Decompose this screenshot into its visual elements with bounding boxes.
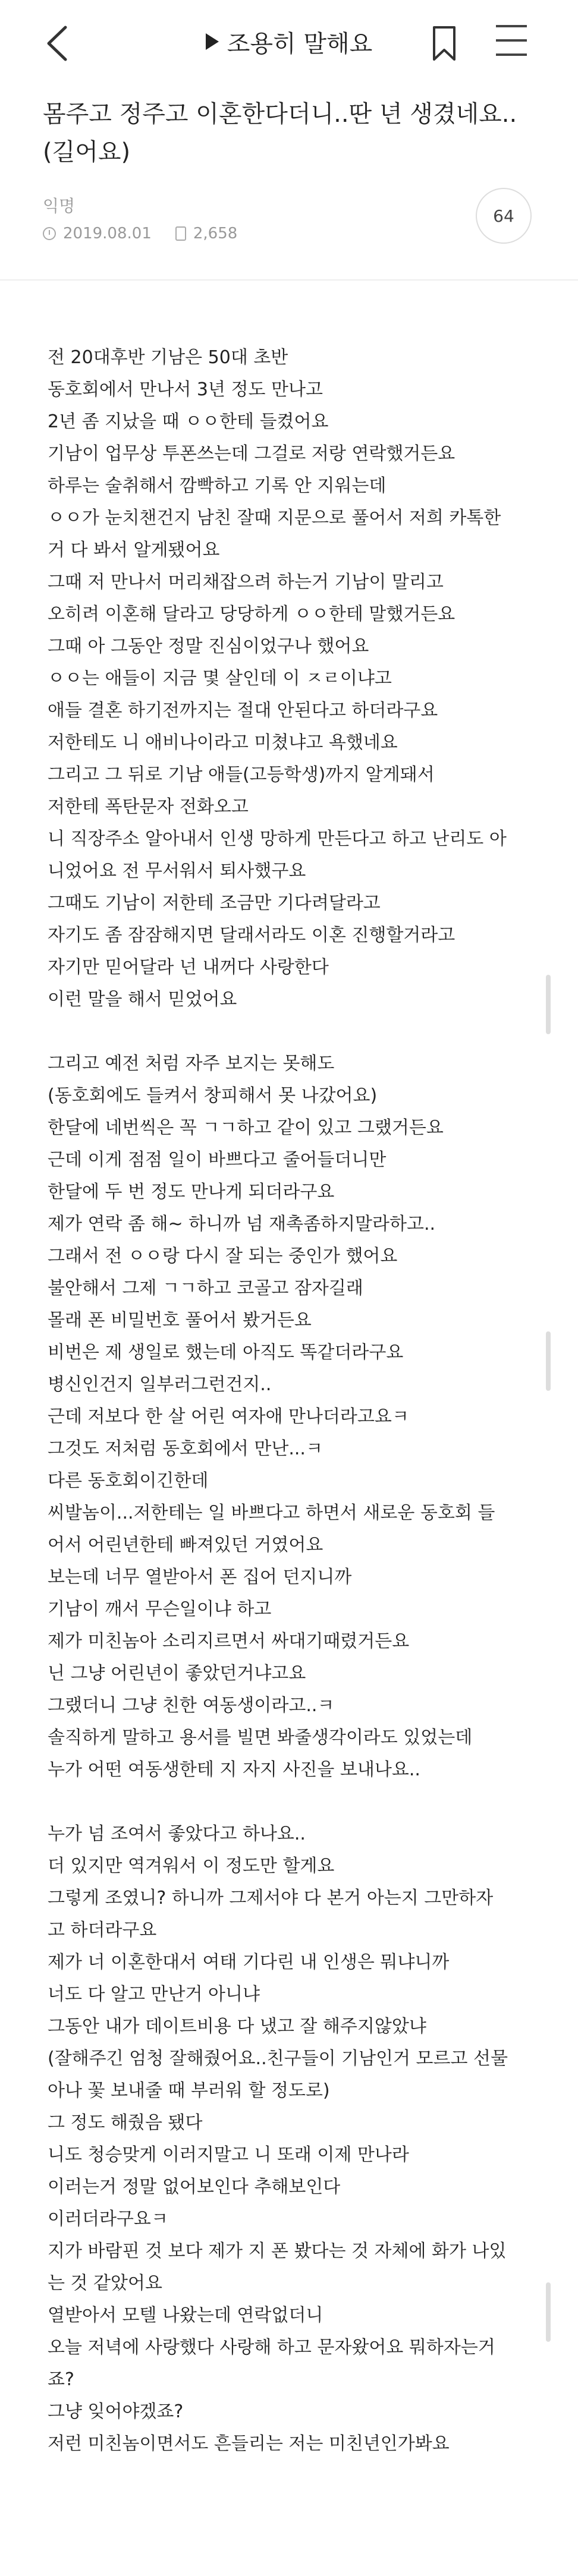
body-line: 그렇게 조였니? 하니까 그제서야 다 본거 아는지 그만하자 <box>48 1888 494 1909</box>
body-line: 기남이 깨서 무슨일이냐 하고 <box>48 1599 272 1620</box>
body-line: 씨발놈이...저한테는 일 바쁘다고 하면서 새로운 동호회 들 <box>48 1503 495 1523</box>
post-views: 2,658 <box>193 225 238 243</box>
body-line: 한달에 두 번 정도 만나게 되더라구요 <box>48 1182 335 1202</box>
body-line: 애들 결혼 하기전까지는 절대 안된다고 하더라구요 <box>48 700 438 721</box>
body-line: 어서 어린년한테 빠져있던 거였어요 <box>48 1535 323 1555</box>
body-line: 자기만 믿어달라 넌 내꺼다 사랑한다 <box>48 957 329 978</box>
body-line: 전 20대후반 기남은 50대 초반 <box>48 347 288 368</box>
body-line: 이런 말을 해서 믿었어요 <box>48 989 237 1010</box>
body-line: 누가 넘 조여서 좋았다고 하나요.. <box>48 1824 306 1844</box>
body-line: 더 있지만 역겨워서 이 정도만 할게요 <box>48 1856 335 1876</box>
post-title: 몸주고 정주고 이혼한다더니..딴 년 생겼네요..(길어요) <box>43 100 517 166</box>
hamburger-icon <box>496 25 527 27</box>
body-line: 제가 너 이혼한대서 여태 기다린 내 인생은 뭐냐니까 <box>48 1952 450 1973</box>
body-line: 비번은 제 생일로 했는데 아직도 똑같더라구요 <box>48 1342 404 1363</box>
body-line: 보는데 너무 열받아서 폰 집어 던지니까 <box>48 1567 352 1588</box>
body-line: 오늘 저녁에 사랑했다 사랑해 하고 문자왔어요 뭐하자는거 <box>48 2337 495 2358</box>
body-line: 그리고 예전 처럼 자주 보지는 못해도 <box>48 1053 335 1074</box>
comment-count: 64 <box>493 206 514 226</box>
top-bar <box>0 0 578 83</box>
body-line: 그때 저 만나서 머리채잡으려 하는거 기남이 말리고 <box>48 572 444 593</box>
body-line: 는 것 같았어요 <box>48 2273 162 2294</box>
menu-button[interactable] <box>494 25 529 61</box>
body-line: 그랬더니 그냥 친한 여동생이라고..ㅋ <box>48 1695 335 1716</box>
body-line: 그냥 잊어야겠죠? <box>48 2401 184 2422</box>
scrollbar-thumb[interactable] <box>546 2282 551 2342</box>
body-line: 저한테도 니 애비나이라고 미쳤냐고 욕했네요 <box>48 732 398 753</box>
views-icon <box>175 226 186 241</box>
body-line: 니 직장주소 알아내서 인생 망하게 만든다고 하고 난리도 아 <box>48 829 507 849</box>
back-button[interactable] <box>42 23 77 64</box>
body-line: 그리고 그 뒤로 기남 애들(고등학생)까지 알게돼서 <box>48 764 435 785</box>
body-line: 하루는 술취해서 깜빡하고 기록 안 지워는데 <box>48 475 387 496</box>
body-line: 다른 동호회이긴한데 <box>48 1470 209 1491</box>
bookmark-icon <box>429 23 459 64</box>
body-line: 니었어요 전 무서워서 퇴사했구요 <box>48 861 306 881</box>
bookmark-button[interactable] <box>429 23 459 64</box>
body-line: 근데 저보다 한 살 어린 여자애 만나더라고요ㅋ <box>48 1406 409 1427</box>
body-line: 너도 다 알고 만난거 아니냐 <box>48 1984 260 2005</box>
body-line: 동호회에서 만나서 3년 정도 만나고 <box>48 379 323 400</box>
body-line: (잘해주긴 엄청 잘해줬어요..친구들이 기남인거 모르고 선물 <box>48 2048 508 2069</box>
body-line: 거 다 봐서 알게됐어요 <box>48 540 220 560</box>
board-title-label: 조용히 말해요 <box>227 30 373 58</box>
body-line: 그때 아 그동안 정말 진심이었구나 했어요 <box>48 636 369 657</box>
body-line: 자기도 좀 잠잠해지면 달래서라도 이혼 진행할거라고 <box>48 925 456 946</box>
body-line: 열받아서 모텔 나왔는데 연락없더니 <box>48 2305 323 2326</box>
body-line: 불안해서 그제 ㄱㄱ하고 코골고 잠자길래 <box>48 1278 363 1299</box>
body-line: 지가 바람핀 것 보다 제가 지 폰 봤다는 것 자체에 화가 나있 <box>48 2241 507 2262</box>
paragraph-gap <box>48 1016 559 1048</box>
body-line: 고 하더라구요 <box>48 1920 157 1941</box>
comment-count-button[interactable] <box>476 188 532 244</box>
scrollbar-thumb[interactable] <box>546 975 551 1034</box>
body-line: 누가 어떤 여동생한테 지 자지 사진을 보내나요.. <box>48 1759 420 1780</box>
paragraph-gap <box>48 1786 559 1818</box>
board-title[interactable] <box>206 25 373 59</box>
body-line: 오히려 이혼해 달라고 당당하게 ㅇㅇ한테 말했거든요 <box>48 604 456 625</box>
divider <box>0 279 578 281</box>
body-line: 그것도 저처럼 동호회에서 만난...ㅋ <box>48 1438 323 1459</box>
body-line: 이러는거 정말 없어보인다 추해보인다 <box>48 2177 341 2197</box>
post-date: 2019.08.01 <box>63 225 152 243</box>
play-icon <box>206 33 219 50</box>
body-line: 그 정도 해줬음 됐다 <box>48 2112 203 2133</box>
body-line: 저한테 폭탄문자 전화오고 <box>48 796 249 817</box>
body-line: 2년 좀 지났을 때 ㅇㅇ한테 들켰어요 <box>48 411 329 432</box>
body-line: 몰래 폰 비밀번호 풀어서 봤거든요 <box>48 1310 312 1331</box>
body-line: 솔직하게 말하고 용서를 빌면 봐줄생각이라도 있었는데 <box>48 1727 473 1748</box>
body-line: ㅇㅇ가 눈치챈건지 남친 잘때 지문으로 풀어서 저희 카톡한 <box>48 508 501 528</box>
body-line: (동호회에도 들켜서 창피해서 못 나갔어요) <box>48 1085 378 1106</box>
body-line: 그때도 기남이 저한테 조금만 기다려달라고 <box>48 893 381 914</box>
chevron-left-icon <box>42 23 77 64</box>
body-line: 제가 미친놈아 소리지르면서 싸대기때렸거든요 <box>48 1631 410 1652</box>
clock-icon <box>43 227 56 240</box>
body-line: 기남이 업무상 투폰쓰는데 그걸로 저랑 연락했거든요 <box>48 443 456 464</box>
post-author: 익명 <box>43 196 76 216</box>
body-line: 닌 그냥 어린년이 좋았던거냐고요 <box>48 1663 306 1684</box>
body-line: 죠? <box>48 2369 74 2390</box>
body-line: 아나 꽃 보내줄 때 부러워 할 정도로) <box>48 2080 330 2101</box>
body-line: 그래서 전 ㅇㅇ랑 다시 잘 되는 중인가 했어요 <box>48 1246 398 1267</box>
body-line: 이러더라구요ㅋ <box>48 2209 168 2229</box>
body-line: ㅇㅇ는 애들이 지금 몇 살인데 이 ㅈㄹ이냐고 <box>48 668 392 689</box>
body-line: 저런 미친놈이면서도 흔들리는 저는 미친년인가봐요 <box>48 2433 450 2454</box>
body-line: 니도 청승맞게 이러지말고 니 또래 이제 만나라 <box>48 2144 409 2165</box>
body-line: 제가 연락 좀 해~ 하니까 넘 재촉좀하지말라하고.. <box>48 1214 436 1235</box>
body-line: 한달에 네번씩은 꼭 ㄱㄱ하고 같이 있고 그랬거든요 <box>48 1117 444 1138</box>
body-line: 근데 이게 점점 일이 바쁘다고 줄어들더니만 <box>48 1150 387 1170</box>
post-body <box>48 342 559 2460</box>
body-line: 그동안 내가 데이트비용 다 냈고 잘 해주지않았냐 <box>48 2016 426 2037</box>
post-meta <box>43 225 237 243</box>
body-line: 병신인건지 일부러그런건지.. <box>48 1374 272 1395</box>
scrollbar-thumb[interactable] <box>546 1331 551 1391</box>
